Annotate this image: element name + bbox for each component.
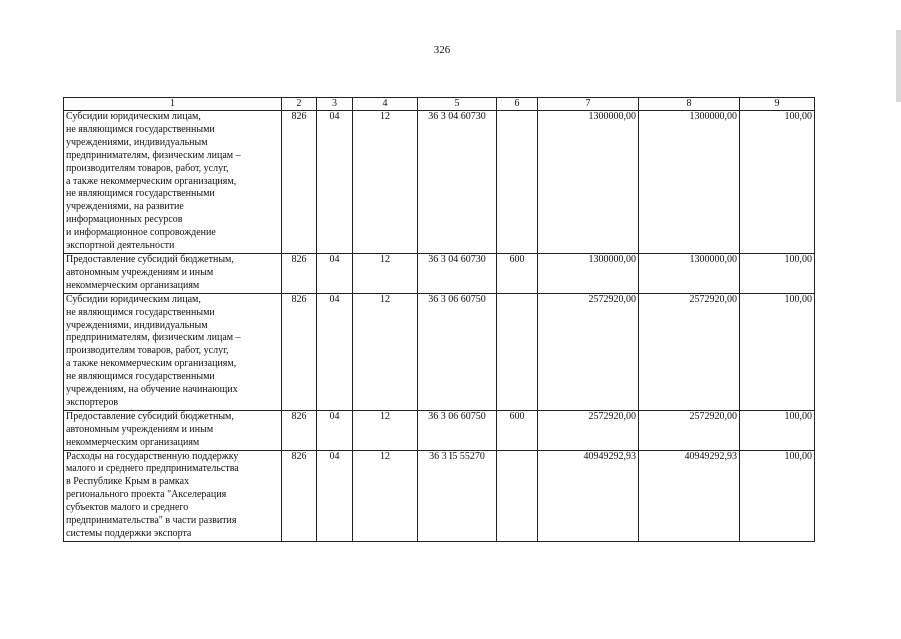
budget-table <box>63 97 815 542</box>
execution-percent-cell: 100,00 <box>740 111 815 254</box>
column-header-2: 2 <box>282 98 317 111</box>
executed-amount-cell: 1300000,00 <box>639 111 740 254</box>
ministry-code-cell: 826 <box>282 111 317 254</box>
ministry-code-cell: 826 <box>282 450 317 541</box>
subsection-code-cell: 12 <box>353 253 418 293</box>
subsection-code-cell: 12 <box>353 293 418 410</box>
column-header-1: 1 <box>64 98 282 111</box>
section-code-cell: 04 <box>317 111 353 254</box>
table-row <box>64 410 815 450</box>
execution-percent-cell: 100,00 <box>740 450 815 541</box>
column-header-9: 9 <box>740 98 815 111</box>
executed-amount-cell: 40949292,93 <box>639 450 740 541</box>
subsection-code-cell: 12 <box>353 450 418 541</box>
planned-amount-cell: 2572920,00 <box>538 293 639 410</box>
expense-type-cell <box>497 293 538 410</box>
item-name-cell: Предоставление субсидий бюджетным, автономным учреждениям и иным некоммерческим организациям <box>64 410 282 450</box>
item-name-cell: Расходы на государственную поддержку малого и среднего предпринимательства в Республике Крым в рамках регионального проекта "Акселерация субъектов малого и среднего предпринимательства" в части развития системы поддержки экспорта <box>64 450 282 541</box>
target-article-cell: 36 3 04 60730 <box>418 111 497 254</box>
column-header-8: 8 <box>639 98 740 111</box>
column-header-3: 3 <box>317 98 353 111</box>
ministry-code-cell: 826 <box>282 410 317 450</box>
section-code-cell: 04 <box>317 450 353 541</box>
executed-amount-cell: 2572920,00 <box>639 293 740 410</box>
table-row <box>64 253 815 293</box>
column-header-7: 7 <box>538 98 639 111</box>
column-header-5: 5 <box>418 98 497 111</box>
subsection-code-cell: 12 <box>353 111 418 254</box>
item-name-cell: Предоставление субсидий бюджетным, автономным учреждениям и иным некоммерческим организациям <box>64 253 282 293</box>
column-header-6: 6 <box>497 98 538 111</box>
target-article-cell: 36 3 I5 55270 <box>418 450 497 541</box>
planned-amount-cell: 40949292,93 <box>538 450 639 541</box>
executed-amount-cell: 2572920,00 <box>639 410 740 450</box>
target-article-cell: 36 3 06 60750 <box>418 410 497 450</box>
section-code-cell: 04 <box>317 293 353 410</box>
column-header-4: 4 <box>353 98 418 111</box>
expense-type-cell: 600 <box>497 253 538 293</box>
table-row <box>64 111 815 254</box>
ministry-code-cell: 826 <box>282 293 317 410</box>
section-code-cell: 04 <box>317 410 353 450</box>
item-name-cell: Субсидии юридическим лицам, не являющимся государственными учреждениями, индивидуальным предпринимателям, физическим лицам – производителям товаров, работ, услуг, а также некоммерческим организациям, не являющимся государственными учреждениям, на обучение начинающих экспортеров <box>64 293 282 410</box>
subsection-code-cell: 12 <box>353 410 418 450</box>
execution-percent-cell: 100,00 <box>740 253 815 293</box>
planned-amount-cell: 1300000,00 <box>538 253 639 293</box>
target-article-cell: 36 3 06 60750 <box>418 293 497 410</box>
ministry-code-cell: 826 <box>282 253 317 293</box>
page-number: 326 <box>433 44 451 56</box>
planned-amount-cell: 1300000,00 <box>538 111 639 254</box>
execution-percent-cell: 100,00 <box>740 410 815 450</box>
page-edge-shadow <box>896 30 901 102</box>
execution-percent-cell: 100,00 <box>740 293 815 410</box>
target-article-cell: 36 3 04 60730 <box>418 253 497 293</box>
expense-type-cell <box>497 111 538 254</box>
table-row <box>64 293 815 410</box>
expense-type-cell: 600 <box>497 410 538 450</box>
section-code-cell: 04 <box>317 253 353 293</box>
planned-amount-cell: 2572920,00 <box>538 410 639 450</box>
table-header-row <box>64 98 815 111</box>
table-body <box>64 111 815 542</box>
expense-type-cell <box>497 450 538 541</box>
table-row <box>64 450 815 541</box>
item-name-cell: Субсидии юридическим лицам, не являющимся государственными учреждениями, индивидуальным предпринимателям, физическим лицам – производителям товаров, работ, услуг, а также некоммерческим организациям, не являющимся государственными учреждениями, на развитие информационных ресурсов и информационное сопровождение экспортной деятельности <box>64 111 282 254</box>
executed-amount-cell: 1300000,00 <box>639 253 740 293</box>
